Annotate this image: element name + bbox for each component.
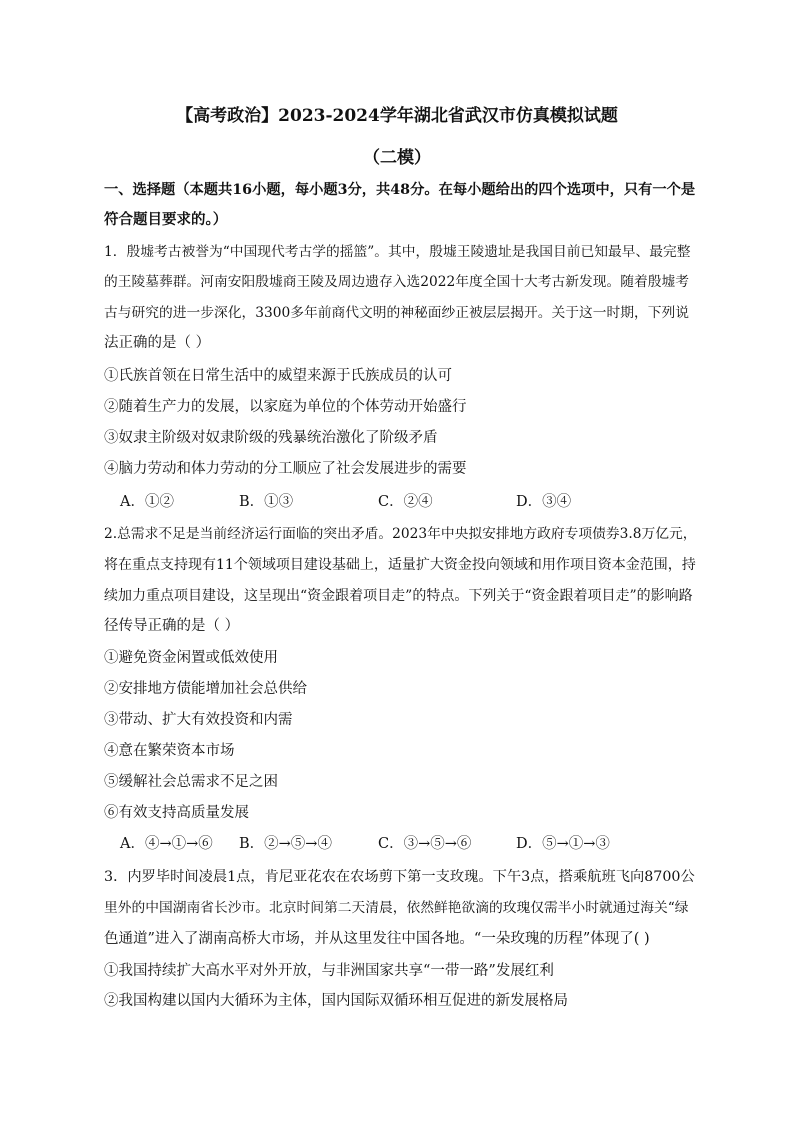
q1-stem-line: 古与研究的进一步深化，3300多年前商代文明的神秘面纱正被层层揭开。关于这一时期，下列说	[104, 305, 689, 321]
q2-stem-line: 径传导正确的是（ ）	[104, 618, 240, 634]
q2-option-b[interactable]: B．②→⑤→④	[239, 836, 332, 852]
q1-statement: ②随着生产力的发展，以家庭为单位的个体劳动开始盛行	[104, 399, 467, 415]
section-header-line: 一、选择题（本题共16小题，每小题3分，共48分。在每小题给出的四个选项中，只有一个是	[104, 182, 696, 198]
q2-option-a[interactable]: A．④→①→⑥	[120, 836, 213, 852]
q1-option-b[interactable]: B．①③	[239, 494, 294, 510]
q1-option-c[interactable]: C．②④	[378, 494, 433, 510]
q3-stem-line: 3．内罗毕时间凌晨1点，肯尼亚花农在农场剪下第一支玫瑰。下午3点，搭乘航班飞向8700公	[104, 869, 695, 885]
q2-stem-line: 续加力重点项目建设，这呈现出“资金跟着项目走”的特点。下列关于“资金跟着项目走”的影响路	[104, 588, 693, 604]
q1-stem-line: 1．殷墟考古被誉为“中国现代考古学的摇篮”。其中，殷墟王陵遗址是我国目前已知最早、最完整	[104, 244, 691, 260]
q2-statement: ③带动、扩大有效投资和内需	[104, 712, 293, 728]
section-header-line: 符合题目要求的。）	[104, 211, 228, 228]
q1-stem-line: 法正确的是（ ）	[104, 335, 211, 351]
q2-option-c[interactable]: C．③→⑤→⑥	[378, 836, 472, 852]
q3-statement: ①我国持续扩大高水平对外开放，与非洲国家共享“一带一路”发展红利	[104, 963, 554, 979]
q3-stem-line: 色通道”进入了湖南高桥大市场，并从这里发往中国各地。“一朵玫瑰的历程”体现了( )	[104, 931, 650, 947]
q2-statement: ⑥有效支持高质量发展	[104, 805, 249, 821]
q2-option-d[interactable]: D．⑤→①→③	[516, 836, 610, 852]
q3-statement: ②我国构建以国内大循环为主体，国内国际双循环相互促进的新发展格局	[104, 993, 568, 1009]
document-subtitle: （二模）	[363, 148, 431, 168]
q1-statement: ①氏族首领在日常生活中的威望来源于氏族成员的认可	[104, 368, 452, 384]
q2-statement: ②安排地方债能增加社会总供给	[104, 681, 307, 697]
document-title: 【高考政治】2023-2024学年湖北省武汉市仿真模拟试题	[176, 106, 618, 126]
q1-statement: ③奴隶主阶级对奴隶阶级的残暴统治激化了阶级矛盾	[104, 430, 438, 446]
q2-stem-line: 2.总需求不足是当前经济运行面临的突出矛盾。2023年中央拟安排地方政府专项债券3.8万亿元，	[104, 526, 697, 542]
q1-option-d[interactable]: D．③④	[516, 494, 572, 510]
q1-stem-line: 的王陵墓葬群。河南安阳殷墟商王陵及周边遗存入选2022年度全国十大考古新发现。随着殷墟考	[104, 274, 689, 290]
q2-statement: ⑤缓解社会总需求不足之困	[104, 774, 278, 790]
q3-stem-line: 里外的中国湖南省长沙市。北京时间第二天清晨，依然鲜艳欲滴的玫瑰仅需半小时就通过海关“绿	[104, 900, 689, 916]
q2-statement: ①避免资金闲置或低效使用	[104, 650, 278, 666]
q2-statement: ④意在繁荣资本市场	[104, 743, 235, 759]
q2-stem-line: 将在重点支持现有11个领域项目建设基础上，适量扩大资金投向领域和用作项目资本金范围，持	[104, 557, 696, 573]
q1-option-a[interactable]: A．①②	[120, 494, 174, 510]
q1-statement: ④脑力劳动和体力劳动的分工顺应了社会发展进步的需要	[104, 461, 467, 477]
